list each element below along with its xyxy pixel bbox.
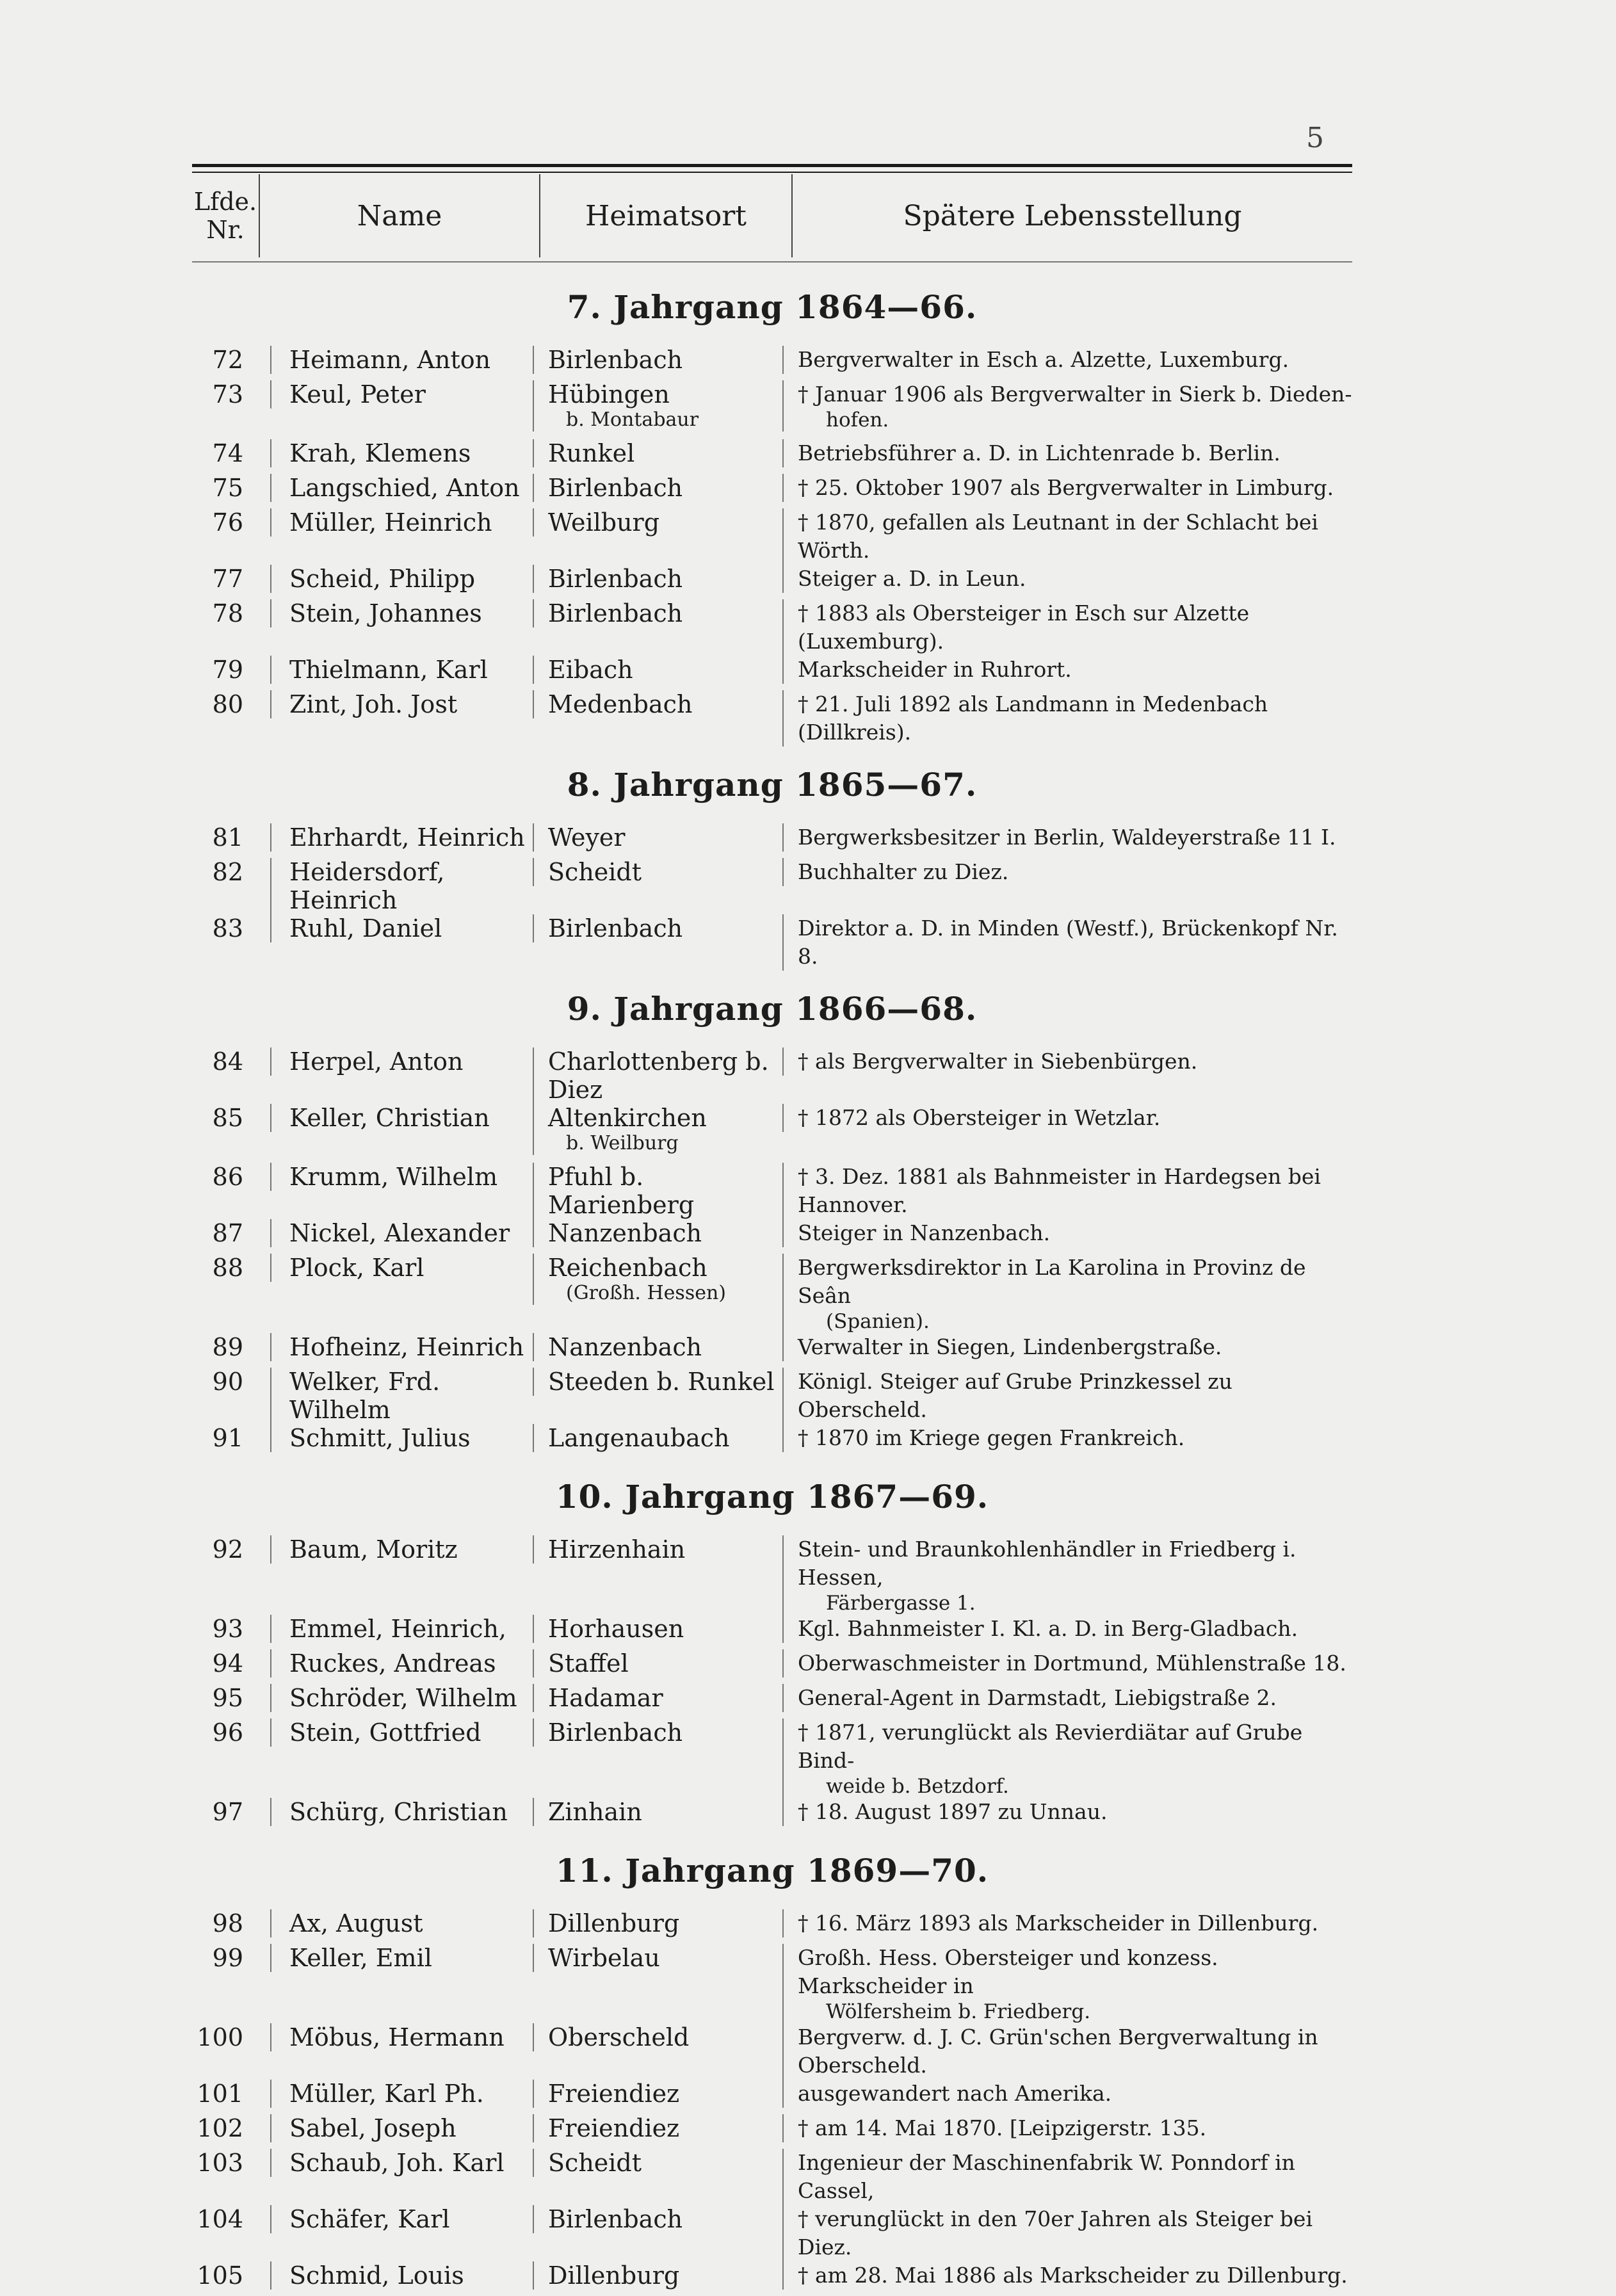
heimatsort-main: Langenaubach [548, 1424, 730, 1452]
row-heimatsort [533, 439, 782, 467]
row-number: 80 [212, 690, 243, 718]
stellung-main: Bergwerksbesitzer in Berlin, Waldeyerstraße 11 I. [798, 825, 1336, 850]
row-name: Ruhl, Daniel [270, 914, 533, 942]
table-row [192, 2149, 1352, 2205]
table-header [192, 174, 1352, 257]
row-name: Müller, Karl Ph. [270, 2080, 533, 2108]
row-name: Schaub, Joh. Karl [270, 2149, 533, 2177]
row-name: Ax, August [270, 1909, 533, 1937]
header-heimatsort: Heimatsort [540, 174, 793, 257]
row-heimatsort [533, 565, 782, 593]
table-row [192, 380, 1352, 439]
row-heimatsort [533, 1909, 782, 1937]
heimatsort-main: Freiendiez [548, 2114, 680, 2142]
header-nr [192, 174, 260, 257]
row-heimatsort [533, 656, 782, 684]
table-row [192, 1944, 1352, 2023]
row-stellung [782, 1615, 1352, 1643]
table-row [192, 474, 1352, 508]
row-name: Schürg, Christian [270, 1798, 533, 1826]
row-stellung [782, 690, 1352, 747]
row-number: 91 [212, 1424, 243, 1452]
table-row [192, 1798, 1352, 1832]
heimatsort-main: Steeden b. Runkel [548, 1368, 775, 1396]
row-number: 78 [212, 599, 243, 627]
row-stellung [782, 2261, 1352, 2290]
table-row [192, 565, 1352, 599]
row-name: Thielmann, Karl [270, 656, 533, 684]
stellung-main: General-Agent in Darmstadt, Liebigstraße 2. [798, 1685, 1277, 1710]
row-name: Krumm, Wilhelm [270, 1163, 533, 1191]
table-row [192, 914, 1352, 971]
header-rule-thick [192, 164, 1352, 167]
row-name: Zint, Joh. Jost [270, 690, 533, 718]
stellung-main: † Januar 1906 als Bergverwalter in Sierk b. Dieden- [798, 382, 1352, 407]
table-row [192, 1684, 1352, 1718]
row-number: 99 [212, 1944, 243, 1972]
row-number: 101 [197, 2080, 243, 2108]
stellung-continuation: hofen. [826, 408, 889, 432]
row-name: Sabel, Joseph [270, 2114, 533, 2142]
row-stellung [782, 1047, 1352, 1076]
row-heimatsort [533, 1047, 782, 1104]
row-number: 75 [212, 474, 243, 502]
row-name: Krah, Klemens [270, 439, 533, 467]
row-heimatsort [533, 1649, 782, 1678]
header-name: Name [260, 174, 540, 257]
row-stellung [782, 1684, 1352, 1712]
row-name: Scheid, Philipp [270, 565, 533, 593]
row-number: 87 [212, 1219, 243, 1247]
row-stellung [782, 656, 1352, 684]
stellung-main: Königl. Steiger auf Grube Prinzkessel zu Oberscheld. [798, 1369, 1232, 1422]
heimatsort-main: Staffel [548, 1649, 629, 1678]
table-row [192, 690, 1352, 747]
register-table [192, 269, 1352, 2296]
stellung-main: Großh. Hess. Obersteiger und konzess. Markscheider in [798, 1945, 1218, 1998]
row-name: Emmel, Heinrich, [270, 1615, 533, 1643]
row-number: 105 [197, 2261, 243, 2290]
table-row [192, 1718, 1352, 1798]
row-number: 79 [212, 656, 243, 684]
row-number: 82 [212, 858, 243, 886]
table-row [192, 1368, 1352, 1424]
table-row [192, 1535, 1352, 1615]
row-stellung [782, 2080, 1352, 2108]
table-row [192, 656, 1352, 690]
table-row [192, 599, 1352, 656]
row-number: 104 [197, 2205, 243, 2233]
row-stellung [782, 1368, 1352, 1424]
row-name: Schmitt, Julius [270, 1424, 533, 1452]
stellung-main: Direktor a. D. in Minden (Westf.), Brückenkopf Nr. 8. [798, 916, 1338, 969]
stellung-main: Stein- und Braunkohlenhändler in Friedberg i. Hessen, [798, 1537, 1297, 1590]
row-number: 92 [212, 1535, 243, 1564]
row-number: 85 [212, 1104, 243, 1132]
stellung-continuation: Färbergasse 1. [826, 1592, 976, 1615]
row-name: Stein, Johannes [270, 599, 533, 627]
heimatsort-main: Nanzenbach [548, 1219, 702, 1247]
row-number: 74 [212, 439, 243, 467]
row-stellung [782, 858, 1352, 886]
heimatsort-main: Birlenbach [548, 346, 683, 374]
stellung-main: Steiger a. D. in Leun. [798, 566, 1026, 591]
row-heimatsort [533, 1368, 782, 1396]
stellung-main: † 1870, gefallen als Leutnant in der Schlacht bei Wörth. [798, 510, 1318, 563]
heimatsort-sub: b. Weilburg [566, 1132, 679, 1154]
heimatsort-main: Charlottenberg b. Diez [548, 1047, 769, 1104]
row-stellung [782, 1649, 1352, 1678]
stellung-main: † 21. Juli 1892 als Landmann in Medenbach (Dillkreis). [798, 691, 1268, 745]
stellung-main: † 18. August 1897 zu Unnau. [798, 1799, 1108, 1824]
row-stellung [782, 1944, 1352, 2023]
row-heimatsort [533, 474, 782, 502]
stellung-main: † 1872 als Obersteiger in Wetzlar. [798, 1105, 1161, 1130]
row-name: Müller, Heinrich [270, 508, 533, 537]
heimatsort-main: Pfuhl b. Marienberg [548, 1163, 695, 1219]
row-stellung [782, 2023, 1352, 2080]
row-stellung [782, 1333, 1352, 1361]
row-heimatsort [533, 2149, 782, 2177]
heimatsort-main: Birlenbach [548, 599, 683, 627]
row-number: 100 [197, 2023, 243, 2051]
section-title: 9. Jahrgang 1866—68. [567, 990, 978, 1028]
row-heimatsort [533, 1535, 782, 1564]
table-row [192, 1615, 1352, 1649]
row-name: Baum, Moritz [270, 1535, 533, 1564]
row-number: 102 [197, 2114, 243, 2142]
row-heimatsort [533, 1254, 782, 1305]
table-row [192, 439, 1352, 474]
row-heimatsort [533, 2261, 782, 2290]
section-title: 7. Jahrgang 1864—66. [567, 288, 978, 326]
stellung-main: † verunglückt in den 70er Jahren als Steiger bei Diez. [798, 2206, 1313, 2260]
row-name: Plock, Karl [270, 1254, 533, 1282]
table-row [192, 1254, 1352, 1333]
stellung-continuation: weide b. Betzdorf. [826, 1775, 1009, 1798]
row-heimatsort [533, 1944, 782, 1972]
stellung-main: Betriebsführer a. D. in Lichtenrade b. Berlin. [798, 441, 1281, 465]
row-heimatsort [533, 2114, 782, 2142]
heimatsort-main: Birlenbach [548, 914, 683, 942]
row-heimatsort [533, 1104, 782, 1155]
row-heimatsort [533, 914, 782, 942]
stellung-continuation: Wölfersheim b. Friedberg. [826, 2000, 1091, 2023]
row-number: 76 [212, 508, 243, 537]
row-heimatsort [533, 2205, 782, 2233]
row-stellung [782, 1424, 1352, 1452]
stellung-main: † als Bergverwalter in Siebenbürgen. [798, 1049, 1198, 1074]
row-number: 95 [212, 1684, 243, 1712]
heimatsort-main: Horhausen [548, 1615, 684, 1643]
row-name: Ruckes, Andreas [270, 1649, 533, 1678]
table-row [192, 1649, 1352, 1684]
row-stellung [782, 439, 1352, 467]
section-title: 11. Jahrgang 1869—70. [555, 1852, 989, 1889]
heimatsort-main: Medenbach [548, 690, 693, 718]
row-stellung [782, 380, 1352, 432]
row-heimatsort [533, 346, 782, 374]
stellung-main: † 3. Dez. 1881 als Bahnmeister in Hardegsen bei Hannover. [798, 1164, 1321, 1217]
row-stellung [782, 823, 1352, 852]
row-heimatsort [533, 1718, 782, 1747]
row-heimatsort [533, 380, 782, 432]
row-name: Ehrhardt, Heinrich [270, 823, 533, 852]
table-row [192, 1424, 1352, 1459]
row-stellung [782, 914, 1352, 971]
row-name: Keul, Peter [270, 380, 533, 408]
row-number: 98 [212, 1909, 243, 1937]
heimatsort-main: Runkel [548, 439, 635, 467]
stellung-main: Oberwaschmeister in Dortmund, Mühlenstraße 18. [798, 1651, 1346, 1676]
row-stellung [782, 1909, 1352, 1937]
row-name: Schröder, Wilhelm [270, 1684, 533, 1712]
heimatsort-main: Birlenbach [548, 1718, 683, 1747]
heimatsort-main: Nanzenbach [548, 1333, 702, 1361]
table-row [192, 2080, 1352, 2114]
row-number: 88 [212, 1254, 243, 1282]
row-name: Langschied, Anton [270, 474, 533, 502]
row-name: Schmid, Louis [270, 2261, 533, 2290]
header-rule-bottom [192, 261, 1352, 263]
row-name: Keller, Emil [270, 1944, 533, 1972]
row-number: 81 [212, 823, 243, 852]
row-stellung [782, 1535, 1352, 1615]
row-number: 83 [212, 914, 243, 942]
row-number: 72 [212, 346, 243, 374]
table-row [192, 858, 1352, 914]
table-row [192, 1163, 1352, 1219]
heimatsort-main: Hadamar [548, 1684, 663, 1712]
stellung-continuation: (Spanien). [826, 1310, 930, 1333]
row-number: 84 [212, 1047, 243, 1076]
row-heimatsort [533, 508, 782, 537]
table-row [192, 1104, 1352, 1163]
row-heimatsort [533, 1615, 782, 1643]
row-number: 96 [212, 1718, 243, 1747]
row-heimatsort [533, 1798, 782, 1826]
row-heimatsort [533, 858, 782, 886]
row-number: 73 [212, 380, 243, 408]
row-name: Keller, Christian [270, 1104, 533, 1132]
heimatsort-main: Scheidt [548, 2149, 642, 2177]
row-name: Nickel, Alexander [270, 1219, 533, 1247]
row-number: 103 [197, 2149, 243, 2177]
table-row [192, 823, 1352, 858]
stellung-main: Bergverwalter in Esch a. Alzette, Luxemburg. [798, 347, 1289, 372]
heimatsort-main: Birlenbach [548, 474, 683, 502]
row-stellung [782, 346, 1352, 374]
heimatsort-main: Wirbelau [548, 1944, 660, 1972]
stellung-main: Bergwerksdirektor in La Karolina in Provinz de Seân [798, 1255, 1306, 1308]
heimatsort-main: Oberscheld [548, 2023, 690, 2051]
row-heimatsort [533, 823, 782, 852]
heimatsort-main: Dillenburg [548, 1909, 680, 1937]
heimatsort-sub: b. Montabaur [566, 408, 699, 431]
heimatsort-main: Zinhain [548, 1798, 642, 1826]
stellung-main: † 1883 als Obersteiger in Esch sur Alzette (Luxemburg). [798, 601, 1250, 654]
heimatsort-main: Reichenbach [548, 1254, 707, 1282]
row-name: Herpel, Anton [270, 1047, 533, 1076]
row-stellung [782, 474, 1352, 502]
heimatsort-main: Birlenbach [548, 2205, 683, 2233]
row-number: 77 [212, 565, 243, 593]
heimatsort-sub: (Großh. Hessen) [566, 1282, 726, 1304]
heimatsort-main: Weyer [548, 823, 626, 852]
stellung-main: † 16. März 1893 als Markscheider in Dillenburg. [798, 1911, 1319, 1936]
row-heimatsort [533, 599, 782, 627]
table-row [192, 1333, 1352, 1368]
header-stellung: Spätere Lebensstellung [903, 199, 1242, 232]
row-number: 90 [212, 1368, 243, 1396]
heimatsort-main: Freiendiez [548, 2080, 680, 2108]
page-number: 5 [1306, 122, 1324, 154]
row-stellung [782, 508, 1352, 565]
section-title: 10. Jahrgang 1867—69. [555, 1478, 989, 1516]
heimatsort-main: Weilburg [548, 508, 660, 537]
stellung-main: Kgl. Bahnmeister I. Kl. a. D. in Berg-Gladbach. [798, 1616, 1298, 1641]
stellung-main: Markscheider in Ruhrort. [798, 657, 1072, 682]
stellung-main: Steiger in Nanzenbach. [798, 1220, 1051, 1245]
table-row [192, 1047, 1352, 1104]
row-stellung [782, 599, 1352, 656]
row-name: Heimann, Anton [270, 346, 533, 374]
row-name: Welker, Frd. Wilhelm [270, 1368, 533, 1424]
row-stellung [782, 1219, 1352, 1247]
heimatsort-main: Scheidt [548, 858, 642, 886]
table-row [192, 346, 1352, 380]
stellung-main: Verwalter in Siegen, Lindenbergstraße. [798, 1334, 1222, 1359]
table-row [192, 2023, 1352, 2080]
row-name: Hofheinz, Heinrich [270, 1333, 533, 1361]
row-number: 94 [212, 1649, 243, 1678]
stellung-main: † am 28. Mai 1886 als Markscheider zu Dillenburg. [798, 2263, 1348, 2288]
row-stellung [782, 1104, 1352, 1132]
row-name: Stein, Gottfried [270, 1718, 533, 1747]
row-heimatsort [533, 2023, 782, 2051]
row-heimatsort [533, 1333, 782, 1361]
stellung-main: Buchhalter zu Diez. [798, 859, 1009, 884]
heimatsort-main: Hübingen [548, 380, 670, 408]
table-row [192, 2205, 1352, 2261]
row-stellung [782, 1798, 1352, 1826]
row-stellung [782, 565, 1352, 593]
row-number: 97 [212, 1798, 243, 1826]
table-row [192, 1219, 1352, 1254]
row-number: 93 [212, 1615, 243, 1643]
row-heimatsort [533, 1163, 782, 1219]
row-number: 89 [212, 1333, 243, 1361]
heimatsort-main: Altenkirchen [548, 1104, 707, 1132]
stellung-main: Bergverw. d. J. C. Grün'schen Bergverwaltung in Oberscheld. [798, 2025, 1318, 2078]
header-nr-line2: Nr. [206, 216, 245, 244]
stellung-main: † 25. Oktober 1907 als Bergverwalter in Limburg. [798, 475, 1334, 500]
row-stellung [782, 2114, 1352, 2142]
row-name: Schäfer, Karl [270, 2205, 533, 2233]
section-title: 8. Jahrgang 1865—67. [567, 766, 978, 804]
stellung-main: † 1871, verunglückt als Revierdiätar auf Grube Bind- [798, 1720, 1303, 1773]
heimatsort-main: Hirzenhain [548, 1535, 686, 1564]
table-row [192, 508, 1352, 565]
stellung-main: † am 14. Mai 1870. [Leipzigerstr. 135. [798, 2115, 1207, 2140]
row-number: 86 [212, 1163, 243, 1191]
row-stellung [782, 1163, 1352, 1219]
row-heimatsort [533, 1219, 782, 1247]
row-heimatsort [533, 2080, 782, 2108]
row-stellung [782, 1254, 1352, 1333]
row-stellung [782, 2149, 1352, 2205]
header-rule-thin [192, 172, 1352, 173]
table-row [192, 1909, 1352, 1944]
stellung-main: † 1870 im Kriege gegen Frankreich. [798, 1425, 1185, 1450]
heimatsort-main: Birlenbach [548, 565, 683, 593]
row-name: Möbus, Hermann [270, 2023, 533, 2051]
heimatsort-main: Eibach [548, 656, 633, 684]
row-name: Heidersdorf, Heinrich [270, 858, 533, 914]
table-row [192, 2261, 1352, 2296]
row-stellung [782, 1718, 1352, 1798]
row-heimatsort [533, 1684, 782, 1712]
row-heimatsort [533, 1424, 782, 1452]
stellung-main: Ingenieur der Maschinenfabrik W. Ponndorf in Cassel, [798, 2150, 1295, 2203]
table-row [192, 2114, 1352, 2149]
heimatsort-main: Dillenburg [548, 2261, 680, 2290]
row-stellung [782, 2205, 1352, 2261]
header-nr-line1: Lfde. [193, 188, 257, 216]
stellung-main: ausgewandert nach Amerika. [798, 2081, 1112, 2106]
row-heimatsort [533, 690, 782, 718]
